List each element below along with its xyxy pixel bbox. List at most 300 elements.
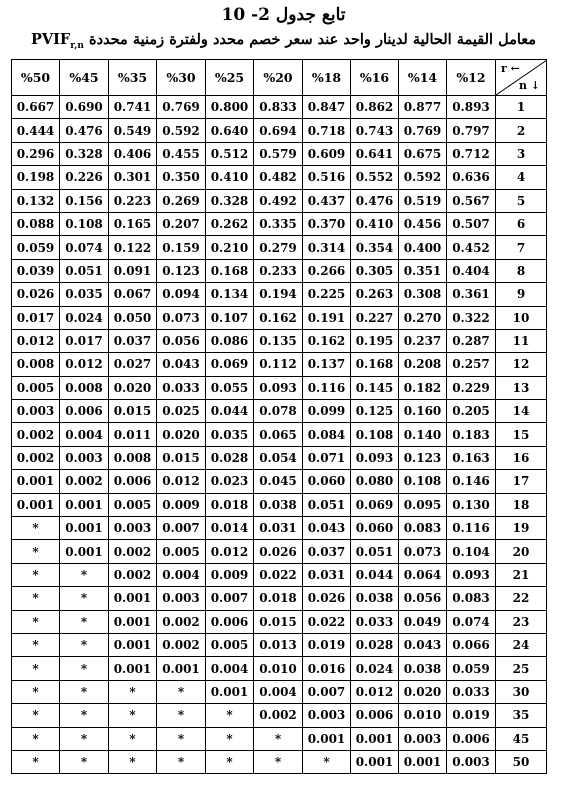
- table-cell: *: [206, 727, 254, 750]
- rate-header: %25: [206, 60, 254, 96]
- table-cell: 0.007: [303, 680, 351, 703]
- table-cell: 0.059: [447, 657, 496, 680]
- table-cell: 0.035: [206, 423, 254, 446]
- table-cell: *: [12, 587, 60, 610]
- table-cell: 0.064: [399, 563, 447, 586]
- table-cell: 0.350: [157, 166, 206, 189]
- table-cell: 0.008: [12, 353, 60, 376]
- rate-header: %14: [399, 60, 447, 96]
- table-cell: 0.059: [12, 236, 60, 259]
- table-cell: 0.049: [399, 610, 447, 633]
- table-cell: *: [12, 680, 60, 703]
- table-cell: 0.208: [399, 353, 447, 376]
- table-cell: 0.452: [447, 236, 496, 259]
- period-cell: 10: [496, 306, 547, 329]
- table-cell: 0.084: [303, 423, 351, 446]
- table-cell: 0.083: [447, 587, 496, 610]
- table-cell: 0.361: [447, 283, 496, 306]
- table-cell: 0.020: [399, 680, 447, 703]
- table-cell: 0.066: [447, 633, 496, 656]
- table-cell: 0.002: [109, 563, 157, 586]
- table-cell: 0.038: [351, 587, 399, 610]
- table-cell: 0.140: [399, 423, 447, 446]
- table-cell: 0.195: [351, 329, 399, 352]
- table-cell: 0.552: [351, 166, 399, 189]
- table-cell: 0.069: [206, 353, 254, 376]
- table-cell: *: [60, 587, 109, 610]
- table-cell: 0.028: [206, 446, 254, 469]
- table-cell: 0.194: [254, 283, 303, 306]
- table-cell: 0.159: [157, 236, 206, 259]
- table-cell: 0.037: [109, 329, 157, 352]
- table-cell: 0.107: [206, 306, 254, 329]
- table-cell: 0.001: [157, 657, 206, 680]
- table-cell: 0.328: [60, 142, 109, 165]
- table-cell: 0.269: [157, 189, 206, 212]
- table-cell: 0.015: [157, 446, 206, 469]
- table-cell: 0.043: [157, 353, 206, 376]
- table-row: [12, 329, 547, 352]
- table-cell: 0.033: [157, 376, 206, 399]
- table-cell: 0.718: [303, 119, 351, 142]
- table-cell: 0.095: [399, 493, 447, 516]
- corner-rate-label: r ←: [501, 62, 520, 75]
- table-cell: 0.004: [60, 423, 109, 446]
- table-cell: 0.301: [109, 166, 157, 189]
- table-cell: 0.132: [12, 189, 60, 212]
- table-cell: *: [12, 750, 60, 773]
- table-cell: 0.694: [254, 119, 303, 142]
- table-cell: 0.006: [60, 400, 109, 423]
- table-cell: 0.519: [399, 189, 447, 212]
- table-cell: 0.037: [303, 540, 351, 563]
- table-row: [12, 166, 547, 189]
- table-cell: 0.168: [351, 353, 399, 376]
- table-cell: 0.227: [351, 306, 399, 329]
- table-cell: 0.012: [12, 329, 60, 352]
- period-cell: 12: [496, 353, 547, 376]
- table-cell: *: [12, 633, 60, 656]
- table-cell: 0.296: [12, 142, 60, 165]
- table-cell: *: [60, 657, 109, 680]
- table-cell: 0.262: [206, 212, 254, 235]
- period-cell: 50: [496, 750, 547, 773]
- table-title: تابع جدول 2- 10: [221, 5, 346, 25]
- table-cell: 0.207: [157, 212, 206, 235]
- table-cell: 0.050: [109, 306, 157, 329]
- table-cell: 0.877: [399, 96, 447, 119]
- table-cell: 0.065: [254, 423, 303, 446]
- period-cell: 2: [496, 119, 547, 142]
- table-cell: 0.054: [254, 446, 303, 469]
- table-cell: 0.001: [60, 540, 109, 563]
- table-cell: 0.444: [12, 119, 60, 142]
- table-cell: 0.035: [60, 283, 109, 306]
- table-cell: *: [157, 750, 206, 773]
- table-cell: 0.233: [254, 259, 303, 282]
- table-cell: 0.056: [399, 587, 447, 610]
- table-row: [12, 540, 547, 563]
- table-cell: 0.237: [399, 329, 447, 352]
- period-cell: 19: [496, 517, 547, 540]
- table-row: [12, 680, 547, 703]
- table-cell: 0.512: [206, 142, 254, 165]
- table-cell: 0.135: [254, 329, 303, 352]
- table-row: [12, 563, 547, 586]
- table-row: [12, 657, 547, 680]
- table-cell: 0.305: [351, 259, 399, 282]
- table-cell: 0.002: [157, 610, 206, 633]
- table-cell: 0.741: [109, 96, 157, 119]
- table-row: [12, 376, 547, 399]
- table-cell: 0.270: [399, 306, 447, 329]
- table-cell: 0.016: [303, 657, 351, 680]
- table-cell: 0.516: [303, 166, 351, 189]
- table-cell: 0.091: [109, 259, 157, 282]
- pvif-table: [11, 59, 547, 774]
- table-cell: 0.492: [254, 189, 303, 212]
- table-cell: 0.022: [303, 610, 351, 633]
- table-cell: 0.033: [447, 680, 496, 703]
- table-cell: 0.038: [399, 657, 447, 680]
- table-cell: 0.862: [351, 96, 399, 119]
- table-cell: 0.437: [303, 189, 351, 212]
- table-cell: 0.080: [351, 470, 399, 493]
- table-cell: 0.003: [60, 446, 109, 469]
- period-cell: 11: [496, 329, 547, 352]
- table-cell: 0.002: [109, 540, 157, 563]
- table-cell: 0.074: [60, 236, 109, 259]
- table-cell: 0.354: [351, 236, 399, 259]
- table-cell: *: [109, 704, 157, 727]
- table-cell: 0.001: [12, 493, 60, 516]
- table-row: [12, 142, 547, 165]
- period-cell: 21: [496, 563, 547, 586]
- table-cell: 0.225: [303, 283, 351, 306]
- table-cell: 0.051: [303, 493, 351, 516]
- table-cell: 0.001: [109, 633, 157, 656]
- table-cell: *: [60, 563, 109, 586]
- table-cell: 0.001: [60, 493, 109, 516]
- table-cell: 0.026: [254, 540, 303, 563]
- table-cell: 0.769: [157, 96, 206, 119]
- table-cell: 0.001: [109, 610, 157, 633]
- table-cell: 0.004: [206, 657, 254, 680]
- rate-header: %30: [157, 60, 206, 96]
- table-cell: 0.210: [206, 236, 254, 259]
- table-cell: 0.002: [157, 633, 206, 656]
- table-row: [12, 400, 547, 423]
- table-cell: *: [254, 750, 303, 773]
- table-header-row: [12, 60, 547, 96]
- table-cell: 0.263: [351, 283, 399, 306]
- table-cell: 0.006: [447, 727, 496, 750]
- table-cell: 0.001: [60, 517, 109, 540]
- corner-period-label: n ↓: [518, 79, 540, 92]
- rate-header: %35: [109, 60, 157, 96]
- table-cell: 0.712: [447, 142, 496, 165]
- table-cell: *: [12, 563, 60, 586]
- table-cell: 0.893: [447, 96, 496, 119]
- table-cell: 0.001: [206, 680, 254, 703]
- table-cell: 0.093: [254, 376, 303, 399]
- table-cell: 0.640: [206, 119, 254, 142]
- table-cell: 0.797: [447, 119, 496, 142]
- table-cell: 0.123: [157, 259, 206, 282]
- table-cell: 0.257: [447, 353, 496, 376]
- table-cell: 0.006: [109, 470, 157, 493]
- table-cell: 0.001: [109, 657, 157, 680]
- table-row: [12, 446, 547, 469]
- rate-header: %45: [60, 60, 109, 96]
- table-cell: 0.108: [399, 470, 447, 493]
- table-cell: 0.012: [206, 540, 254, 563]
- corner-header: [496, 60, 547, 96]
- table-row: [12, 610, 547, 633]
- table-cell: 0.182: [399, 376, 447, 399]
- table-cell: 0.055: [206, 376, 254, 399]
- table-cell: 0.122: [109, 236, 157, 259]
- table-cell: 0.146: [447, 470, 496, 493]
- table-cell: 0.017: [12, 306, 60, 329]
- table-row: [12, 633, 547, 656]
- table-cell: 0.003: [303, 704, 351, 727]
- table-cell: 0.005: [206, 633, 254, 656]
- table-cell: *: [12, 610, 60, 633]
- table-cell: 0.005: [12, 376, 60, 399]
- table-cell: 0.456: [399, 212, 447, 235]
- table-cell: 0.083: [399, 517, 447, 540]
- table-cell: 0.099: [303, 400, 351, 423]
- table-cell: 0.043: [303, 517, 351, 540]
- table-cell: 0.592: [157, 119, 206, 142]
- period-cell: 4: [496, 166, 547, 189]
- table-cell: 0.476: [60, 119, 109, 142]
- table-cell: 0.351: [399, 259, 447, 282]
- table-cell: 0.004: [254, 680, 303, 703]
- table-cell: 0.165: [109, 212, 157, 235]
- table-cell: 0.013: [254, 633, 303, 656]
- table-row: [12, 189, 547, 212]
- table-cell: 0.592: [399, 166, 447, 189]
- table-cell: *: [254, 727, 303, 750]
- table-cell: 0.045: [254, 470, 303, 493]
- table-cell: 0.410: [206, 166, 254, 189]
- table-cell: 0.074: [447, 610, 496, 633]
- table-cell: 0.038: [254, 493, 303, 516]
- table-cell: 0.001: [109, 587, 157, 610]
- period-cell: 9: [496, 283, 547, 306]
- table-cell: 0.088: [12, 212, 60, 235]
- table-cell: *: [109, 750, 157, 773]
- table-cell: 0.104: [447, 540, 496, 563]
- table-cell: 0.579: [254, 142, 303, 165]
- table-cell: 0.001: [351, 727, 399, 750]
- table-cell: 0.482: [254, 166, 303, 189]
- table-row: [12, 283, 547, 306]
- period-cell: 22: [496, 587, 547, 610]
- table-row: [12, 493, 547, 516]
- period-cell: 35: [496, 704, 547, 727]
- table-cell: 0.028: [351, 633, 399, 656]
- table-cell: 0.023: [206, 470, 254, 493]
- table-cell: 0.137: [303, 353, 351, 376]
- period-cell: 15: [496, 423, 547, 446]
- table-cell: 0.073: [399, 540, 447, 563]
- table-cell: 0.073: [157, 306, 206, 329]
- table-row: [12, 750, 547, 773]
- table-cell: 0.043: [399, 633, 447, 656]
- table-cell: 0.168: [206, 259, 254, 282]
- table-cell: 0.025: [157, 400, 206, 423]
- rate-header: %16: [351, 60, 399, 96]
- table-subtitle: [4, 30, 563, 56]
- table-cell: 0.033: [351, 610, 399, 633]
- table-cell: 0.266: [303, 259, 351, 282]
- table-cell: 0.051: [60, 259, 109, 282]
- table-cell: 0.226: [60, 166, 109, 189]
- table-cell: 0.162: [303, 329, 351, 352]
- subtitle-subscript: r,n: [70, 40, 84, 51]
- rate-header: %18: [303, 60, 351, 96]
- table-cell: 0.009: [157, 493, 206, 516]
- table-cell: 0.020: [109, 376, 157, 399]
- table-cell: 0.026: [303, 587, 351, 610]
- table-cell: *: [60, 727, 109, 750]
- table-cell: 0.014: [206, 517, 254, 540]
- table-row: [12, 587, 547, 610]
- table-row: [12, 727, 547, 750]
- table-cell: 0.134: [206, 283, 254, 306]
- table-cell: 0.020: [157, 423, 206, 446]
- table-cell: 0.223: [109, 189, 157, 212]
- table-cell: 0.002: [12, 423, 60, 446]
- table-cell: 0.003: [399, 727, 447, 750]
- table-cell: 0.116: [303, 376, 351, 399]
- table-cell: *: [157, 680, 206, 703]
- period-cell: 8: [496, 259, 547, 282]
- table-cell: 0.370: [303, 212, 351, 235]
- table-cell: 0.123: [399, 446, 447, 469]
- table-cell: 0.002: [254, 704, 303, 727]
- table-cell: 0.004: [157, 563, 206, 586]
- table-row: [12, 517, 547, 540]
- table-row: [12, 306, 547, 329]
- table-cell: 0.031: [303, 563, 351, 586]
- table-cell: *: [12, 517, 60, 540]
- table-cell: 0.667: [12, 96, 60, 119]
- period-cell: 1: [496, 96, 547, 119]
- table-cell: *: [109, 680, 157, 703]
- period-cell: 30: [496, 680, 547, 703]
- table-cell: 0.060: [351, 517, 399, 540]
- table-cell: 0.800: [206, 96, 254, 119]
- table-cell: 0.328: [206, 189, 254, 212]
- table-cell: 0.322: [447, 306, 496, 329]
- table-cell: 0.003: [447, 750, 496, 773]
- table-cell: 0.044: [351, 563, 399, 586]
- table-cell: 0.039: [12, 259, 60, 282]
- table-cell: 0.287: [447, 329, 496, 352]
- table-cell: 0.507: [447, 212, 496, 235]
- period-cell: 18: [496, 493, 547, 516]
- table-cell: 0.675: [399, 142, 447, 165]
- period-cell: 23: [496, 610, 547, 633]
- table-cell: 0.005: [109, 493, 157, 516]
- table-cell: 0.031: [254, 517, 303, 540]
- table-cell: 0.567: [447, 189, 496, 212]
- period-cell: 5: [496, 189, 547, 212]
- table-cell: 0.093: [351, 446, 399, 469]
- table-row: [12, 704, 547, 727]
- table-cell: 0.002: [12, 446, 60, 469]
- table-cell: 0.015: [254, 610, 303, 633]
- table-cell: 0.015: [109, 400, 157, 423]
- table-row: [12, 96, 547, 119]
- table-cell: 0.476: [351, 189, 399, 212]
- table-cell: *: [60, 633, 109, 656]
- table-cell: 0.743: [351, 119, 399, 142]
- table-cell: 0.549: [109, 119, 157, 142]
- table-cell: *: [60, 704, 109, 727]
- table-cell: 0.690: [60, 96, 109, 119]
- table-cell: *: [12, 657, 60, 680]
- table-cell: 0.162: [254, 306, 303, 329]
- table-cell: 0.001: [303, 727, 351, 750]
- table-cell: 0.003: [109, 517, 157, 540]
- table-cell: 0.026: [12, 283, 60, 306]
- table-cell: 0.641: [351, 142, 399, 165]
- table-cell: 0.024: [351, 657, 399, 680]
- table-cell: 0.410: [351, 212, 399, 235]
- table-cell: 0.160: [399, 400, 447, 423]
- table-cell: 0.008: [60, 376, 109, 399]
- table-cell: *: [12, 704, 60, 727]
- table-cell: 0.205: [447, 400, 496, 423]
- table-cell: *: [157, 704, 206, 727]
- table-cell: 0.636: [447, 166, 496, 189]
- table-cell: *: [12, 727, 60, 750]
- table-cell: 0.012: [157, 470, 206, 493]
- table-cell: *: [60, 610, 109, 633]
- table-row: [12, 212, 547, 235]
- table-cell: 0.400: [399, 236, 447, 259]
- table-row: [12, 259, 547, 282]
- table-cell: 0.006: [351, 704, 399, 727]
- table-cell: 0.130: [447, 493, 496, 516]
- period-cell: 3: [496, 142, 547, 165]
- table-cell: 0.198: [12, 166, 60, 189]
- subtitle-symbol: $PVIF_{r,n}$: [30, 31, 84, 51]
- table-cell: 0.308: [399, 283, 447, 306]
- table-cell: *: [206, 704, 254, 727]
- table-row: [12, 119, 547, 142]
- period-cell: 20: [496, 540, 547, 563]
- rate-header: %12: [447, 60, 496, 96]
- table-cell: 0.007: [157, 517, 206, 540]
- table-cell: 0.163: [447, 446, 496, 469]
- period-cell: 7: [496, 236, 547, 259]
- table-cell: 0.056: [157, 329, 206, 352]
- table-cell: *: [206, 750, 254, 773]
- table-row: [12, 423, 547, 446]
- period-cell: 14: [496, 400, 547, 423]
- table-cell: 0.044: [206, 400, 254, 423]
- table-cell: 0.009: [206, 563, 254, 586]
- table-cell: 0.455: [157, 142, 206, 165]
- table-cell: *: [303, 750, 351, 773]
- table-cell: 0.404: [447, 259, 496, 282]
